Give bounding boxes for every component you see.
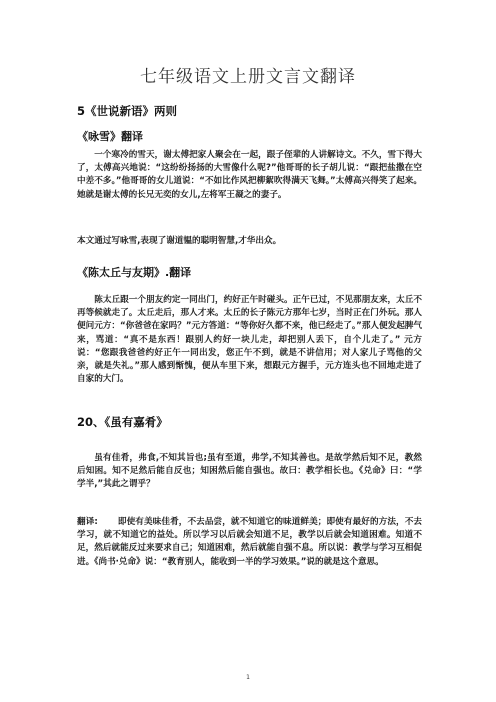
chentaiqiu-translation: 陈太丘跟一个朋友约定一同出门，约好正午时碰头。正午已过，不见那朋友来，太丘不再等候就走了。太丘走后，那人才来。太丘的长子陈元方那年七岁，当时正在门外玩。那人便问元方：“你爸爸在家吗？”元方答道：“等你好久都不来，他已经走了。”那人便发起脾气来，骂道：“真不是东西！跟别人约好一块儿走，却把别人丢下，自个儿走了。” 元方说：“您跟我爸爸约好正午一同出发，您正午不到，就是不讲信用；对人家儿子骂他的父亲，就是失礼。”那人感到惭愧，便从车里下来，想跟元方握手，元方连头也不回地走进了自家的大门。 bbox=[77, 295, 422, 385]
suiyoujiayao-original: 虽有佳肴，弗食,不知其旨也;虽有至道，弗学,不知其善也。是故学然后知不足，教然后知困。知不足然后能自反也；知困然后能自强也。故曰：教学相长也。《兑命》曰：“学学半,”其此之谓乎？ bbox=[77, 453, 422, 490]
chentaiqiu-heading: 《陈太丘与友期》.翻译 bbox=[77, 266, 192, 279]
section-5-heading: 5《世说新语》两则 bbox=[77, 104, 178, 118]
suiyoujiayao-translation-block bbox=[77, 516, 422, 569]
yongxue-heading: 《咏雪》翻译 bbox=[77, 130, 143, 143]
page-number: 1 bbox=[246, 674, 250, 681]
translation-label: 翻译: bbox=[77, 517, 98, 527]
document-title: 七年级语文上册文言文翻译 bbox=[140, 67, 356, 87]
suiyoujiayao-heading: 20、《虽有嘉肴》 bbox=[77, 415, 168, 429]
yongxue-summary: 本文通过写咏雪,表现了谢道韫的聪明智慧,才华出众。 bbox=[77, 236, 282, 246]
suiyoujiayao-translation: 即使有美味佳肴，不去品尝，就不知道它的味道鲜美；即使有最好的方法，不去学习，就不知道它的益处。所以学习以后就会知道不足，教学以后就会知道困难。知道不足，然后就能反过来要求自己；知道困难，然后就能自强不息。所以说：教学与学习互相促进。《尚书·兑命》说：“教育别人，能收到一半的学习效果。”说的就是这个意思。 bbox=[77, 517, 422, 567]
yongxue-translation: 一个寒冷的雪天，谢太傅把家人聚会在一起，跟子侄辈的人讲解诗文。不久，雪下得大了，太傅高兴地说：“这纷纷扬扬的大雪像什么呢?”他哥哥的长子胡儿说：“跟把盐撒在空中差不多。”他哥哥的女儿道说：“不如比作风把柳絮吹得满天飞舞。”太傅高兴得笑了起来。她就是谢太傅的长兄无奕的女儿,左将军王凝之的妻子。 bbox=[77, 150, 422, 200]
